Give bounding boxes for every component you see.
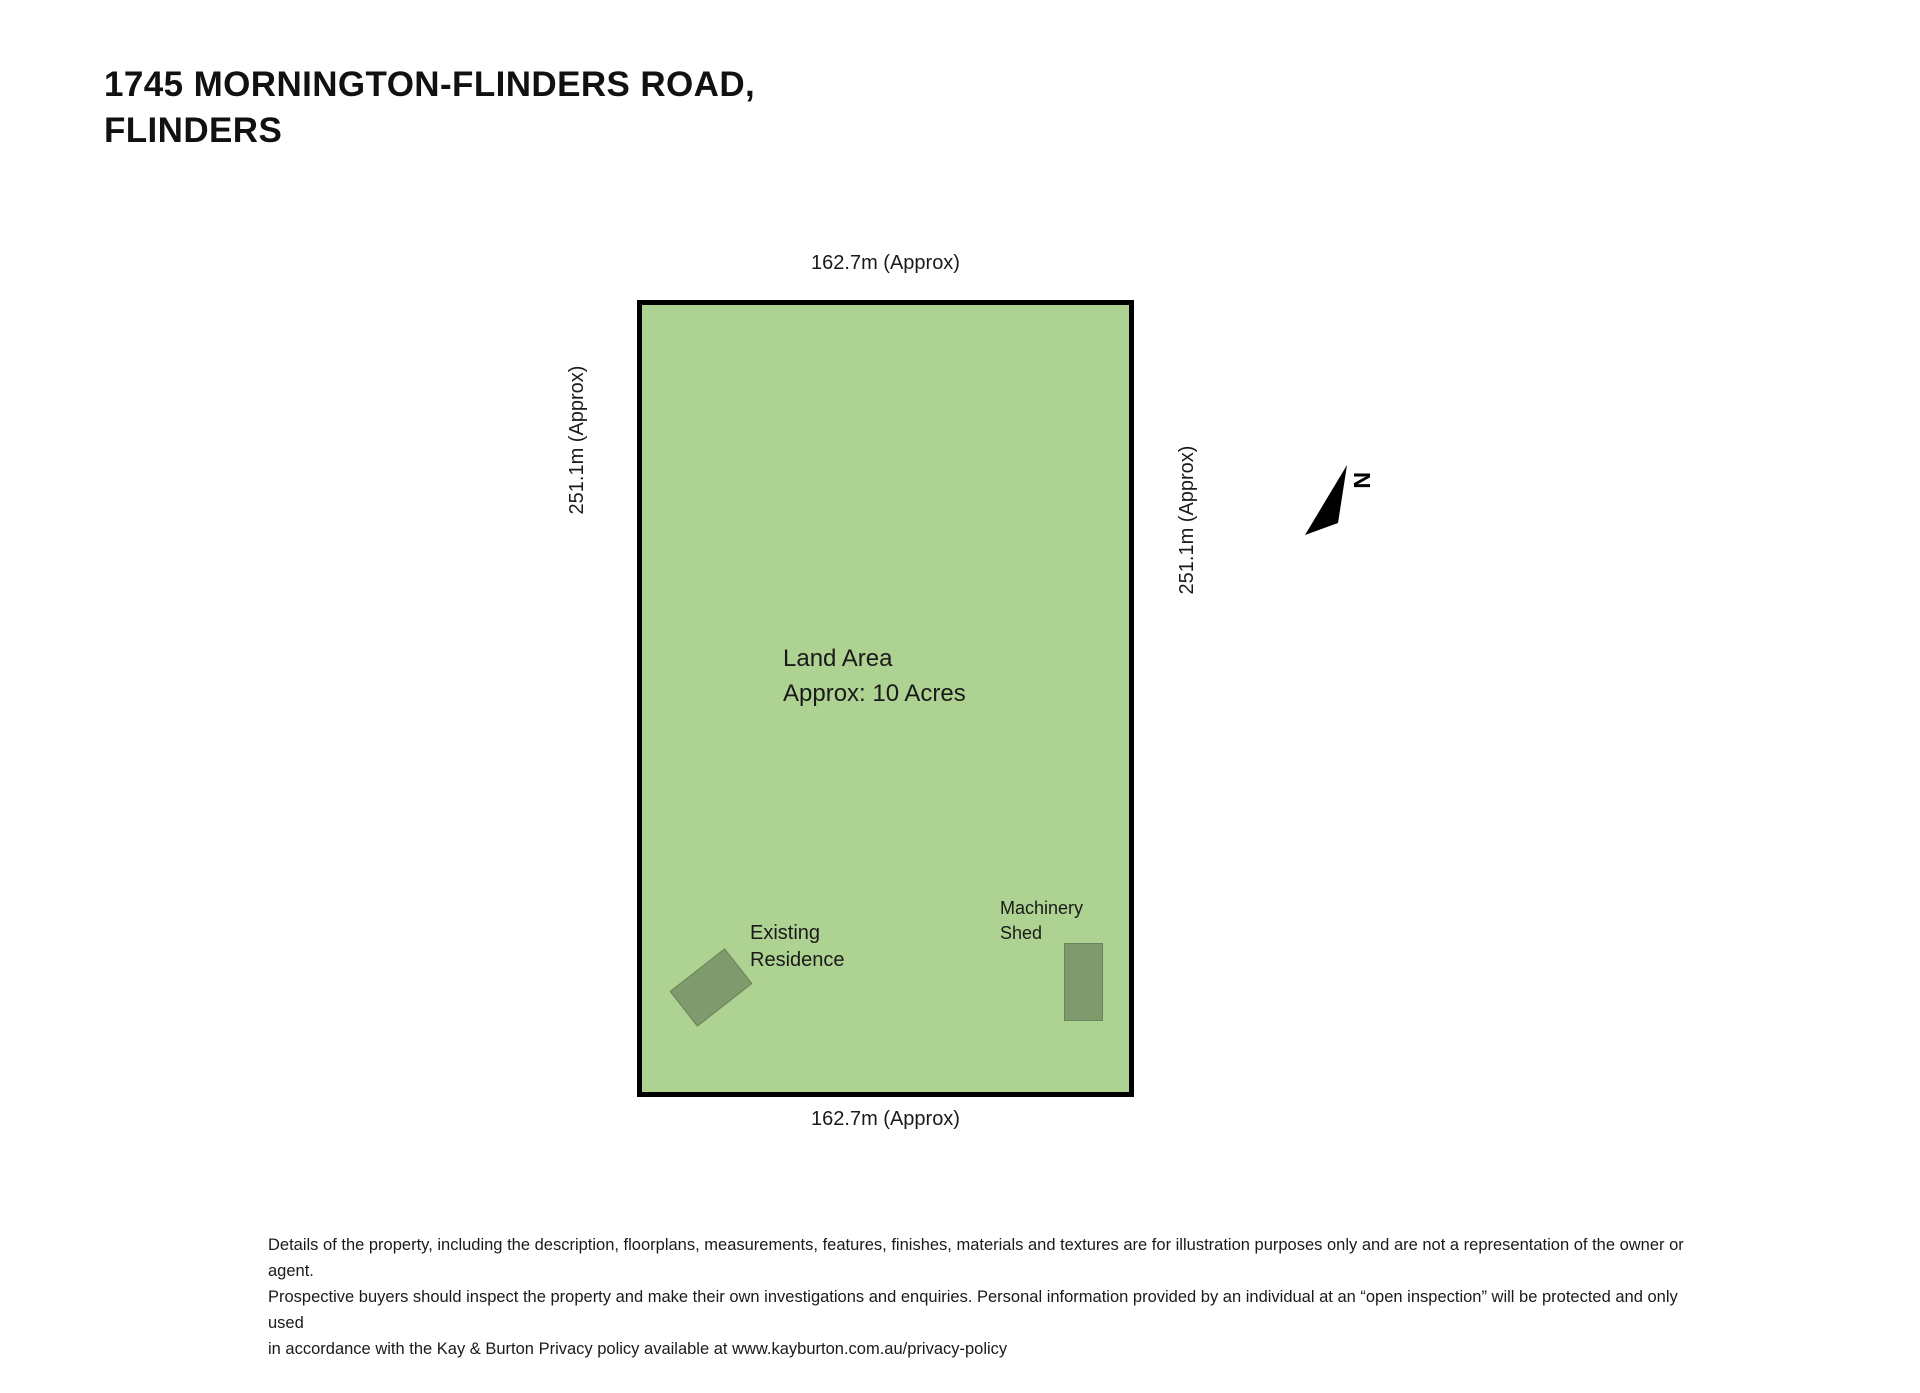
machinery-shed-shape [1064, 943, 1103, 1021]
disclaimer-line-1: Details of the property, including the description, floorplans, measurements, features, finishes, materials and textures are for illustration purposes only and are not a representation of the owner or agent. [268, 1236, 1684, 1280]
disclaimer-text [268, 1232, 1698, 1362]
land-area-line-2: Approx: 10 Acres [783, 680, 966, 707]
machinery-shed-label-line-1: Machinery [1000, 898, 1084, 918]
dimension-label-top: 162.7m (Approx) [811, 252, 960, 274]
disclaimer-line-2: Prospective buyers should inspect the property and make their own investigations and enquiries. Personal information provided by an individual at an “open inspection” will be protected and only used [268, 1288, 1678, 1332]
disclaimer-line-3: in accordance with the Kay & Burton Privacy policy available at www.kayburton.com.au/privacy-policy [268, 1340, 1008, 1358]
existing-residence-label [750, 920, 845, 974]
land-area-line-1: Land Area [783, 645, 893, 672]
existing-residence-label-line-1: Existing [750, 922, 821, 944]
page-title-line-1: 1745 MORNINGTON-FLINDERS ROAD, [104, 65, 756, 104]
dimension-label-bottom: 162.7m (Approx) [811, 1108, 960, 1130]
north-arrow-icon [1300, 465, 1390, 565]
existing-residence-label-line-2: Residence [750, 949, 845, 971]
north-arrow-letter: N [1349, 472, 1375, 489]
machinery-shed-label-line-2: Shed [1000, 923, 1043, 943]
page-title-line-2: FLINDERS [104, 111, 283, 150]
land-area-label [783, 641, 966, 711]
dimension-label-left: 251.1m (Approx) [566, 365, 588, 515]
machinery-shed-label [1000, 896, 1083, 946]
dimension-label-right: 251.1m (Approx) [1176, 445, 1198, 595]
